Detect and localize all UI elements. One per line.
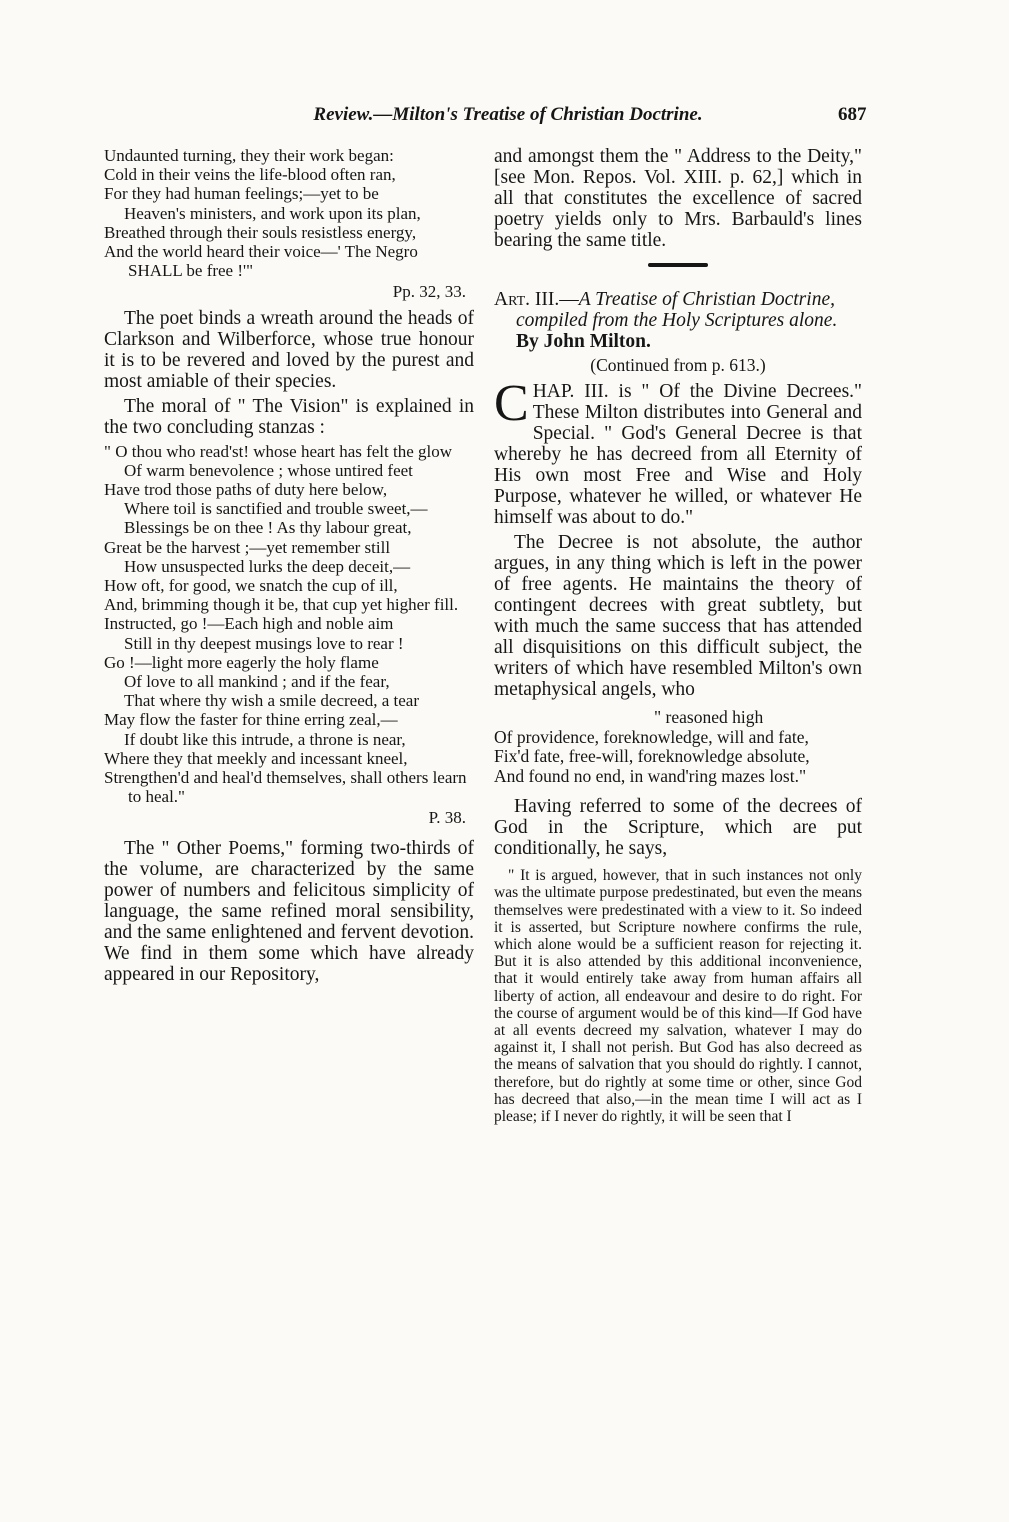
poem-concluding-stanzas (104, 442, 474, 807)
paragraph-wreath: The poet binds a wreath around the heads of Clarkson and Wilberforce, whose true honour it is to be revered and loved by the purest and most amiable of their species. (104, 307, 474, 392)
left-column (104, 146, 474, 989)
extract-quotation: " It is argued, however, that in such instances not only was the ultimate purpose predestinated, but even the means themselves were predestinated with a view to it. So indeed it is asserted, but Scripture nowhere confirms the rule, which alone would be a sufficient reason for rejecting it. But it is also attended by this additional inconvenience, that it would entirely take away from human affairs all liberty of action, all endeavour and desire to do right. For the course of argument would be of this kind—If God have at all events decreed my salvation, whatever I may do against it, I shall not perish. But God has also decreed as the means of salvation that you should do rightly. I cannot, therefore, but do rightly at some time or other, since God has decreed that also,—in the mean time I will act as I please; if I never do rightly, it will be seen that I (494, 867, 863, 1126)
verse-line: Cold in their veins the life-blood often ran, (104, 165, 396, 185)
verse-line: Of warm benevolence ; whose untired feet (124, 460, 413, 480)
verse-line: Undaunted turning, they their work began: (104, 146, 394, 165)
quote-line: Of providence, foreknowledge, will and fate, (494, 726, 809, 747)
paragraph-address-to-deity: and amongst them the " Address to the Deity," [see Mon. Repos. Vol. XIII. p. 62,] which in all that constitutes the excellence of sacred poetry yields only to Mrs. Barbauld's lines bearing the same title. (494, 146, 862, 251)
paragraph-decree: The Decree is not absolute, the author argues, in any thing which is left in the power of free agents. He maintains the theory of contingent decrees with great subtlety, but with much the same success that has attended all disquisitions on this difficult subject, the writers of which have resembled Milton's own metaphysical angels, who (494, 532, 862, 701)
drop-cap: C (494, 375, 529, 433)
verse-line: How unsuspected lurks the deep deceit,— (124, 556, 411, 576)
verse-line: Strengthen'd and heal'd themselves, shall others learn to heal." (104, 768, 467, 807)
verse-line: How oft, for good, we snatch the cup of ill, (104, 576, 398, 596)
verse-line: " O thou who read'st! whose heart has felt the glow (104, 441, 453, 461)
quote-line: " reasoned high (654, 707, 764, 728)
quote-line: Fix'd fate, free-will, foreknowledge absolute, (494, 746, 810, 767)
verse-line: If doubt like this intrude, a throne is near, (124, 729, 406, 749)
continued-note: (Continued from p. 613.) (590, 355, 766, 375)
chapter-three-text: HAP. III. is " Of the Divine Decrees." These Milton distributes into General and Special. " God's General Decree is that whereby he has decreed from all Eternity of His own most Free and Wise and Holy Purpose, whatever he willed, or whatever He himself was about to do." (494, 381, 862, 529)
right-column (494, 146, 862, 1125)
verse-line: Great be the harvest ;—yet remember still (104, 537, 391, 557)
paradise-lost-quote (494, 708, 862, 786)
running-title: Review.—Milton's Treatise of Christian Doctrine. (313, 104, 703, 125)
verse-line: And, brimming though it be, that cup yet higher fill. (104, 595, 459, 615)
verse-line: Instructed, go !—Each high and noble aim (104, 614, 394, 634)
verse-line: Heaven's ministers, and work upon its plan, (124, 203, 421, 223)
paragraph-chapter-three (494, 375, 862, 529)
page-number: 687 (838, 104, 867, 125)
article-title: A Treatise of Christian Doctrine, compiled from the Holy Scriptures alone. (516, 289, 838, 331)
paragraph-having-referred: Having referred to some of the decrees of God in the Scripture, which are put conditionally, he says, (494, 796, 862, 860)
verse-line: Still in thy deepest musings love to rear ! (124, 633, 404, 653)
paragraph-moral: The moral of " The Vision" is explained in the two concluding stanzas : (104, 395, 474, 438)
poem-reference: P. 38. (428, 808, 466, 828)
article-heading (494, 289, 862, 352)
poem-reference: Pp. 32, 33. (392, 282, 466, 302)
page-header (0, 104, 1009, 134)
verse-line: That where thy wish a smile decreed, a tear (124, 691, 420, 711)
article-author: By John Milton. (516, 331, 651, 352)
verse-line: Have trod those paths of duty here below, (104, 480, 388, 500)
section-divider (648, 263, 708, 267)
verse-line: For they had human feelings;—yet to be (104, 184, 379, 204)
quote-line: And found no end, in wand'ring mazes lost." (494, 765, 807, 786)
article-number: Art. III.— (494, 289, 579, 310)
verse-line: May flow the faster for thine erring zeal,— (104, 710, 398, 730)
paragraph-other-poems: The " Other Poems," forming two-thirds of the volume, are characterized by the same power of numbers and felicitous simplicity of language, the same refined moral sensibility, and the same enlightened and fervent devotion. We find in them some which have already appeared in our Repository, (104, 837, 474, 985)
verse-line: Where they that meekly and incessant kneel, (104, 748, 408, 768)
poem-vision-lines (104, 146, 474, 280)
verse-line: Breathed through their souls resistless energy, (104, 222, 417, 242)
verse-line: Go !—light more eagerly the holy flame (104, 652, 379, 672)
verse-line: Blessings be on thee ! As thy labour great, (124, 518, 412, 538)
verse-line: Of love to all mankind ; and if the fear, (124, 672, 390, 692)
verse-line: Where toil is sanctified and trouble sweet,— (124, 499, 428, 519)
verse-line: And the world heard their voice—' The Negro SHALL be free !'" (104, 242, 418, 281)
